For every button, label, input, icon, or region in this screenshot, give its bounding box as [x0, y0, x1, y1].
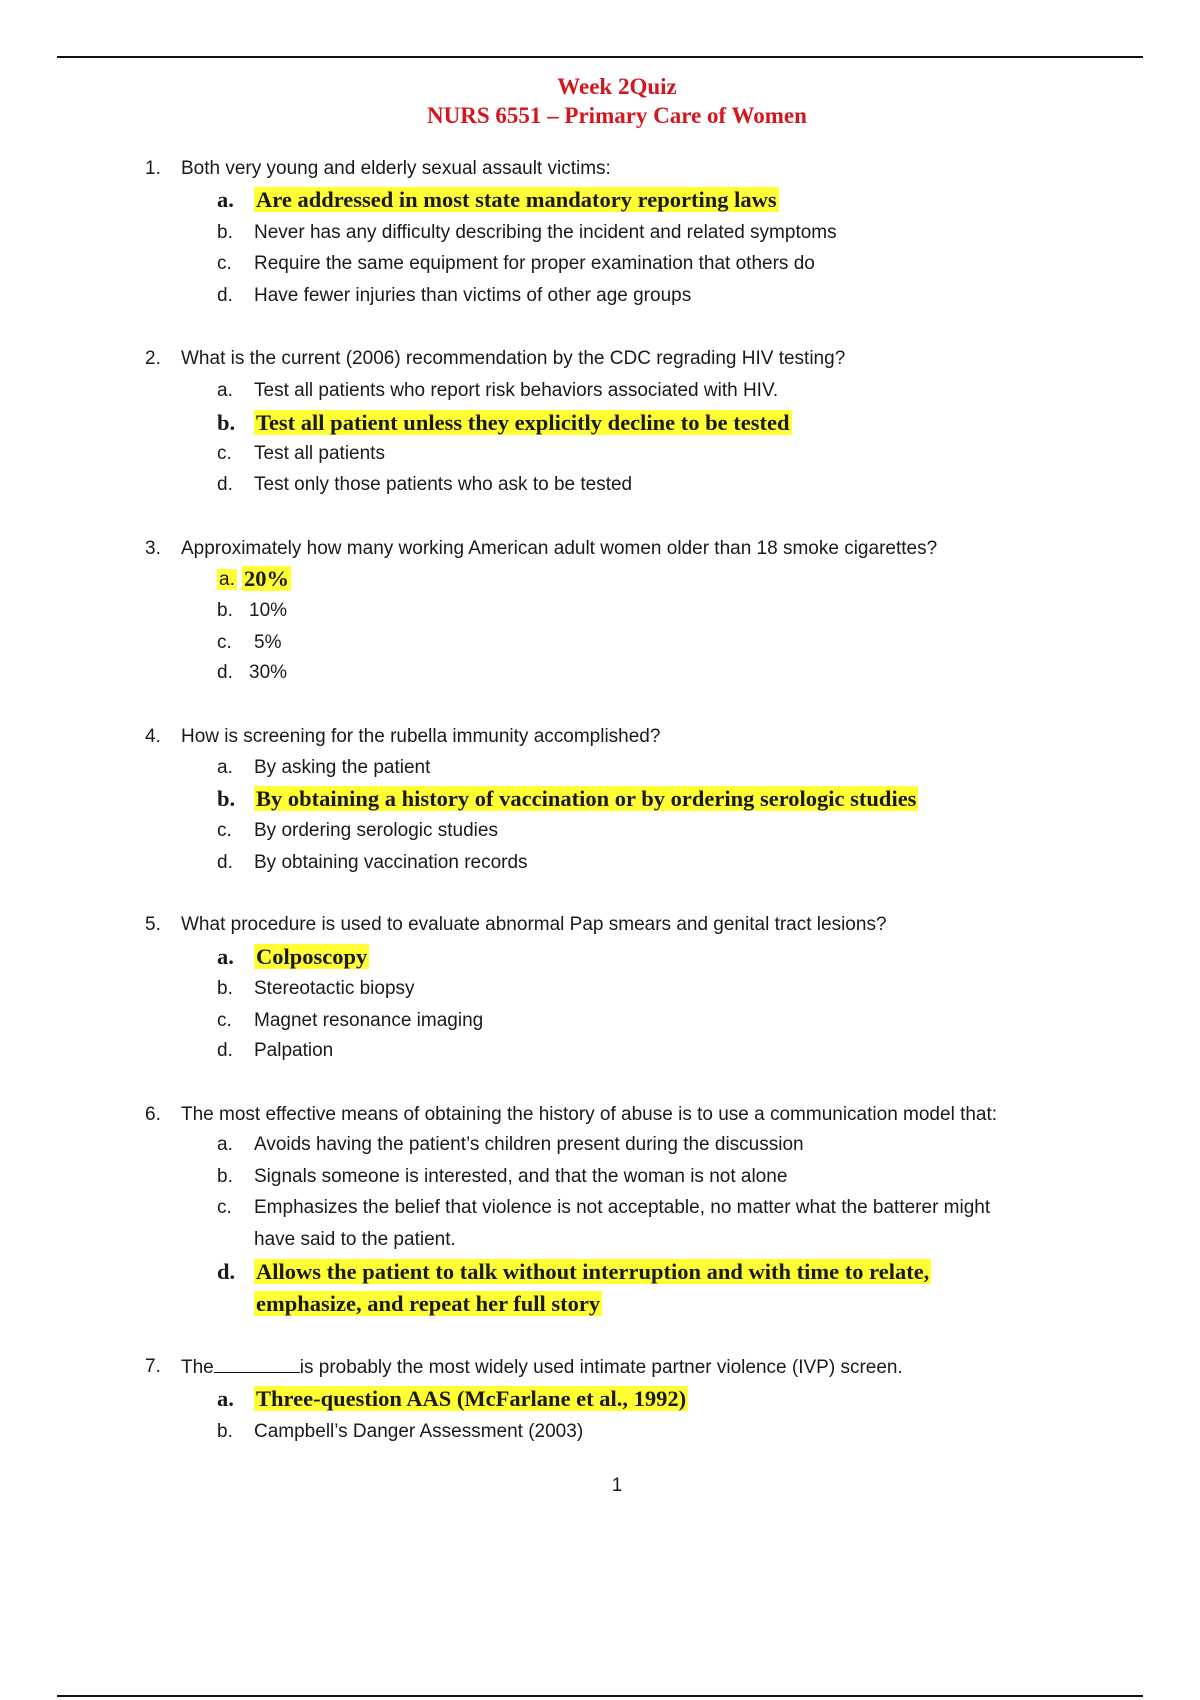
- question-text: How is screening for the rubella immunity accomplished?: [181, 726, 661, 747]
- correct-answer: Test all patient unless they explicitly decline to be tested: [256, 410, 790, 435]
- correct-answer: Colposcopy: [256, 944, 368, 969]
- option-text: By asking the patient: [254, 757, 431, 778]
- option-letter: b.: [217, 222, 233, 243]
- option-letter: c.: [217, 820, 232, 841]
- option-letter: d.: [217, 1259, 236, 1284]
- question-number: 6.: [145, 1104, 161, 1125]
- correct-answer: 20%: [244, 566, 289, 591]
- question-text: What procedure is used to evaluate abnormal Pap smears and genital tract lesions?: [181, 914, 887, 935]
- option-letter: c.: [217, 443, 232, 464]
- option-text: Require the same equipment for proper examination that others do: [254, 253, 815, 274]
- option-letter: a.: [217, 944, 234, 969]
- option-letter: a.: [219, 569, 235, 590]
- option-text: Never has any difficulty describing the incident and related symptoms: [254, 222, 837, 243]
- correct-answer: By obtaining a history of vaccination or by ordering serologic studies: [256, 786, 917, 811]
- option-text: Test only those patients who ask to be tested: [254, 474, 633, 495]
- option-letter: a.: [217, 380, 233, 401]
- option-text: Emphasizes the belief that violence is not acceptable, no matter what the batterer might: [254, 1197, 991, 1218]
- option-text: Have fewer injuries than victims of other age groups: [254, 285, 692, 306]
- question-text-after: is probably the most widely used intimate partner violence (IVP) screen.: [299, 1357, 903, 1378]
- option-letter: d.: [217, 662, 233, 683]
- option-letter: a.: [217, 187, 234, 212]
- option-letter: d.: [217, 285, 233, 306]
- option-text: By ordering serologic studies: [254, 820, 498, 841]
- option-letter: c.: [217, 253, 232, 274]
- option-text: 30%: [249, 662, 288, 683]
- correct-answer: Are addressed in most state mandatory reporting laws: [256, 187, 777, 212]
- question-text: The most effective means of obtaining the history of abuse is to use a communication model that:: [181, 1104, 998, 1125]
- option-text: Campbell’s Danger Assessment (2003): [254, 1421, 584, 1442]
- page-number: 1: [611, 1475, 623, 1496]
- question-text: Approximately how many working American adult women older than 18 smoke cigarettes?: [181, 538, 938, 559]
- option-letter: c.: [217, 632, 232, 653]
- option-letter: b.: [217, 1166, 233, 1187]
- quiz-title: Week 2Quiz: [557, 74, 677, 99]
- course-title: NURS 6551 – Primary Care of Women: [427, 103, 807, 128]
- option-letter: b.: [217, 410, 236, 435]
- option-letter: b.: [217, 1421, 233, 1442]
- option-text: Stereotactic biopsy: [254, 978, 415, 999]
- option-letter: c.: [217, 1010, 232, 1031]
- fill-in-blank: [214, 1354, 300, 1373]
- option-text-continuation: have said to the patient.: [254, 1229, 456, 1250]
- question-number: 5.: [145, 914, 161, 935]
- question-number: 7.: [145, 1356, 161, 1377]
- question-text: What is the current (2006) recommendation by the CDC regrading HIV testing?: [181, 348, 846, 369]
- option-letter: b.: [217, 978, 233, 999]
- correct-answer-continuation: emphasize, and repeat her full story: [256, 1291, 601, 1316]
- option-text: 10%: [249, 600, 288, 621]
- option-text: Magnet resonance imaging: [254, 1010, 484, 1031]
- option-text: Avoids having the patient’s children present during the discussion: [254, 1134, 804, 1155]
- option-text: Palpation: [254, 1040, 334, 1061]
- option-text: By obtaining vaccination records: [254, 852, 528, 873]
- question-text-before: The: [181, 1357, 214, 1378]
- question-number: 3.: [145, 538, 161, 559]
- correct-answer: Allows the patient to talk without interruption and with time to relate,: [256, 1259, 930, 1284]
- top-rule: [57, 56, 1143, 58]
- option-text: Test all patients who report risk behaviors associated with HIV.: [254, 380, 779, 401]
- question-text: Both very young and elderly sexual assault victims:: [181, 158, 611, 179]
- question-number: 2.: [145, 348, 161, 369]
- option-letter: c.: [217, 1197, 232, 1218]
- option-text: Signals someone is interested, and that the woman is not alone: [254, 1166, 788, 1187]
- option-letter: a.: [217, 757, 233, 778]
- option-text: Test all patients: [254, 443, 385, 464]
- option-letter: a.: [217, 1386, 234, 1411]
- option-letter: d.: [217, 1040, 233, 1061]
- option-letter: b.: [217, 786, 236, 811]
- option-letter: d.: [217, 474, 233, 495]
- option-letter: d.: [217, 852, 233, 873]
- question-number: 1.: [145, 158, 161, 179]
- correct-answer: Three-question AAS (McFarlane et al., 1992): [256, 1386, 687, 1411]
- bottom-rule: [57, 1695, 1143, 1697]
- option-letter: b.: [217, 600, 233, 621]
- option-letter: a.: [217, 1134, 233, 1155]
- option-text: 5%: [254, 632, 282, 653]
- question-number: 4.: [145, 726, 161, 747]
